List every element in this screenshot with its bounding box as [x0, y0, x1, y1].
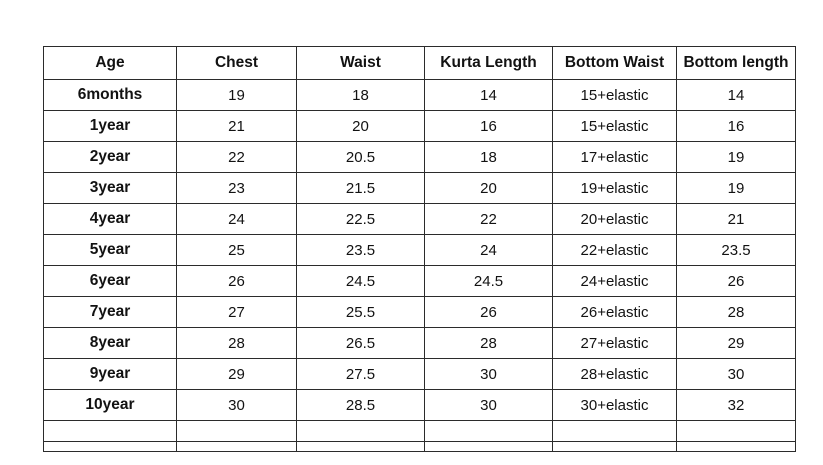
table-row — [44, 142, 796, 173]
footer-divider — [43, 441, 795, 442]
table-row — [44, 204, 796, 235]
cell-bottom-waist: 22+elastic — [553, 235, 677, 266]
cell-bottom-length: 14 — [677, 80, 796, 111]
cell-chest: 29 — [177, 359, 297, 390]
cell-age: 5year — [44, 235, 177, 266]
table-row — [44, 390, 796, 421]
cell-age: 2year — [44, 142, 177, 173]
cell-waist — [297, 421, 425, 452]
cell-bottom-length — [677, 421, 796, 452]
cell-bottom-length: 21 — [677, 204, 796, 235]
cell-waist: 20 — [297, 111, 425, 142]
cell-kurta-length — [425, 421, 553, 452]
cell-bottom-length: 28 — [677, 297, 796, 328]
cell-chest — [177, 421, 297, 452]
cell-bottom-waist: 15+elastic — [553, 111, 677, 142]
cell-age: 9year — [44, 359, 177, 390]
cell-kurta-length: 28 — [425, 328, 553, 359]
cell-bottom-length: 29 — [677, 328, 796, 359]
cell-waist: 23.5 — [297, 235, 425, 266]
cell-bottom-length: 19 — [677, 142, 796, 173]
table-body — [44, 80, 796, 452]
table-row — [44, 297, 796, 328]
column-header-chest: Chest — [177, 47, 297, 80]
cell-chest: 19 — [177, 80, 297, 111]
cell-kurta-length: 30 — [425, 390, 553, 421]
cell-age: 1year — [44, 111, 177, 142]
cell-bottom-length: 19 — [677, 173, 796, 204]
cell-kurta-length: 30 — [425, 359, 553, 390]
table-row — [44, 173, 796, 204]
table-row — [44, 328, 796, 359]
cell-age: 6year — [44, 266, 177, 297]
cell-chest: 22 — [177, 142, 297, 173]
cell-kurta-length: 24 — [425, 235, 553, 266]
cell-waist: 27.5 — [297, 359, 425, 390]
cell-kurta-length: 18 — [425, 142, 553, 173]
column-header-waist: Waist — [297, 47, 425, 80]
cell-bottom-length: 32 — [677, 390, 796, 421]
cell-bottom-waist: 30+elastic — [553, 390, 677, 421]
column-header-age: Age — [44, 47, 177, 80]
table-row — [44, 359, 796, 390]
cell-waist: 24.5 — [297, 266, 425, 297]
cell-bottom-length: 16 — [677, 111, 796, 142]
cell-bottom-waist: 28+elastic — [553, 359, 677, 390]
table-row — [44, 111, 796, 142]
cell-chest: 28 — [177, 328, 297, 359]
cell-waist: 28.5 — [297, 390, 425, 421]
cell-age: 10year — [44, 390, 177, 421]
cell-chest: 30 — [177, 390, 297, 421]
cell-kurta-length: 20 — [425, 173, 553, 204]
cell-bottom-waist: 27+elastic — [553, 328, 677, 359]
cell-chest: 23 — [177, 173, 297, 204]
cell-age — [44, 421, 177, 452]
cell-bottom-waist — [553, 421, 677, 452]
cell-bottom-waist: 17+elastic — [553, 142, 677, 173]
column-header-bottom-waist: Bottom Waist — [553, 47, 677, 80]
cell-waist: 20.5 — [297, 142, 425, 173]
size-chart-table-container — [43, 46, 795, 452]
cell-chest: 21 — [177, 111, 297, 142]
cell-chest: 24 — [177, 204, 297, 235]
cell-bottom-waist: 15+elastic — [553, 80, 677, 111]
cell-kurta-length: 22 — [425, 204, 553, 235]
cell-age: 8year — [44, 328, 177, 359]
cell-age: 4year — [44, 204, 177, 235]
cell-waist: 25.5 — [297, 297, 425, 328]
cell-bottom-waist: 26+elastic — [553, 297, 677, 328]
table-row — [44, 266, 796, 297]
cell-age: 7year — [44, 297, 177, 328]
table-row — [44, 421, 796, 452]
cell-bottom-length: 30 — [677, 359, 796, 390]
table-header-row — [44, 47, 796, 80]
cell-chest: 25 — [177, 235, 297, 266]
cell-kurta-length: 26 — [425, 297, 553, 328]
cell-waist: 18 — [297, 80, 425, 111]
table-row — [44, 235, 796, 266]
column-header-kurta-length: Kurta Length — [425, 47, 553, 80]
cell-chest: 26 — [177, 266, 297, 297]
table-row — [44, 80, 796, 111]
cell-bottom-waist: 24+elastic — [553, 266, 677, 297]
cell-kurta-length: 24.5 — [425, 266, 553, 297]
cell-chest: 27 — [177, 297, 297, 328]
cell-bottom-length: 26 — [677, 266, 796, 297]
cell-bottom-waist: 20+elastic — [553, 204, 677, 235]
column-header-bottom-length: Bottom length — [677, 47, 796, 80]
cell-waist: 21.5 — [297, 173, 425, 204]
size-chart-table — [43, 46, 796, 452]
cell-waist: 22.5 — [297, 204, 425, 235]
cell-age: 3year — [44, 173, 177, 204]
cell-bottom-waist: 19+elastic — [553, 173, 677, 204]
cell-age: 6months — [44, 80, 177, 111]
cell-kurta-length: 14 — [425, 80, 553, 111]
cell-waist: 26.5 — [297, 328, 425, 359]
table-header — [44, 47, 796, 80]
cell-kurta-length: 16 — [425, 111, 553, 142]
cell-bottom-length: 23.5 — [677, 235, 796, 266]
